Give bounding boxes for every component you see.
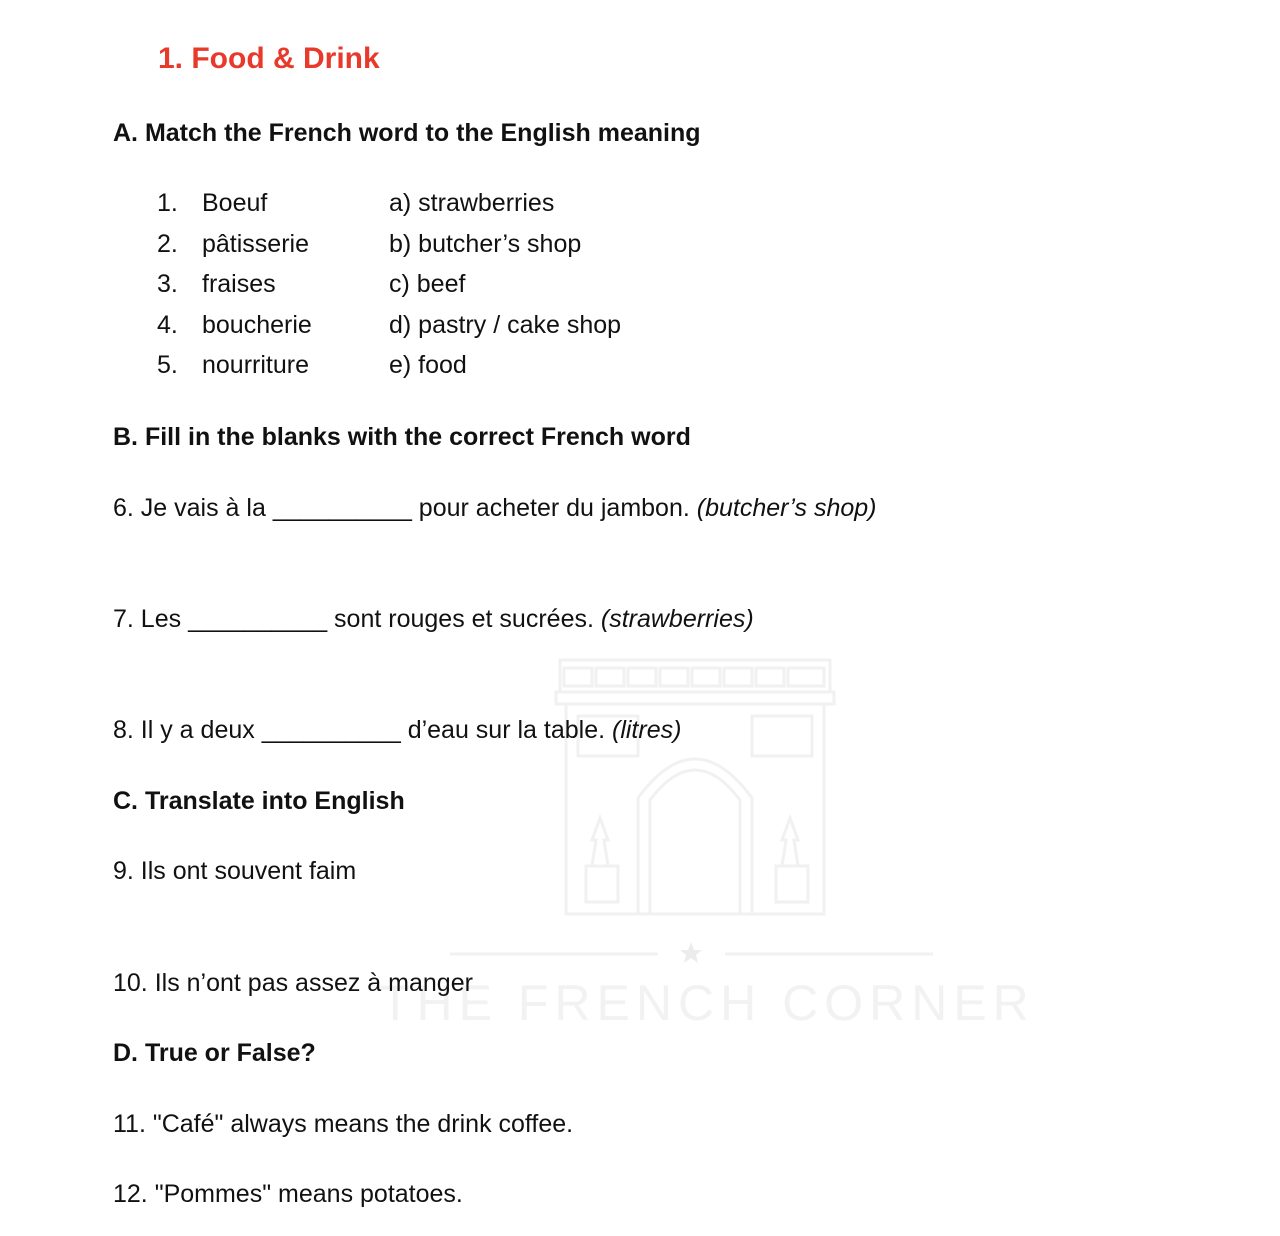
watermark-text: THE FRENCH CORNER xyxy=(380,975,1035,1031)
question-hint: (litres) xyxy=(612,716,682,744)
matching-list xyxy=(157,191,677,394)
english-meaning: e) food xyxy=(389,351,467,379)
translate-question-10: 10. Ils n’ont pas assez à manger xyxy=(113,969,473,997)
french-word: boucherie xyxy=(202,310,312,339)
list-item xyxy=(157,310,677,354)
item-number: 1. xyxy=(157,189,178,217)
question-text-after: sont rouges et sucrées. xyxy=(327,605,601,633)
question-text-before: 6. Je vais à la xyxy=(113,494,273,522)
item-number: 2. xyxy=(157,229,178,258)
french-word: fraises xyxy=(202,270,276,298)
arc-de-triomphe-icon xyxy=(380,650,1030,1030)
page-title: 1. Food & Drink xyxy=(158,42,380,75)
item-number: 5. xyxy=(157,351,178,379)
section-d-heading: D. True or False? xyxy=(113,1039,316,1067)
french-word: nourriture xyxy=(202,351,309,379)
list-item xyxy=(157,272,677,313)
list-item xyxy=(157,191,677,232)
section-b-heading: B. Fill in the blanks with the correct French word xyxy=(113,423,691,451)
answer-blank[interactable]: __________ xyxy=(261,716,401,744)
english-meaning: c) beef xyxy=(389,270,466,298)
translate-question-9: 9. Ils ont souvent faim xyxy=(113,857,357,885)
french-word: pâtisserie xyxy=(202,229,309,258)
fill-blank-question-6 xyxy=(113,496,877,521)
true-false-question-11: 11. "Café" always means the drink coffee. xyxy=(113,1110,574,1138)
list-item xyxy=(157,353,677,394)
item-number: 4. xyxy=(157,310,178,339)
english-meaning: d) pastry / cake shop xyxy=(389,310,622,339)
question-text-before: 7. Les xyxy=(113,605,189,633)
question-hint: (strawberries) xyxy=(600,605,754,633)
answer-blank[interactable]: __________ xyxy=(188,605,328,633)
fill-blank-question-7 xyxy=(113,607,754,632)
section-a-heading: A. Match the French word to the English meaning xyxy=(113,119,701,147)
item-number: 3. xyxy=(157,270,178,298)
question-text-after: d’eau sur la table. xyxy=(400,716,612,744)
french-word: Boeuf xyxy=(202,189,268,217)
question-hint: (butcher’s shop) xyxy=(696,494,877,522)
true-false-question-12: 12. "Pommes" means potatoes. xyxy=(113,1180,463,1208)
fill-blank-question-8 xyxy=(113,718,681,743)
english-meaning: b) butcher’s shop xyxy=(389,229,582,258)
question-text-after: pour acheter du jambon. xyxy=(411,494,697,522)
list-item xyxy=(157,229,677,273)
section-c-heading: C. Translate into English xyxy=(113,787,405,815)
english-meaning: a) strawberries xyxy=(389,189,555,217)
question-text-before: 8. Il y a deux xyxy=(113,716,262,744)
answer-blank[interactable]: __________ xyxy=(272,494,412,522)
